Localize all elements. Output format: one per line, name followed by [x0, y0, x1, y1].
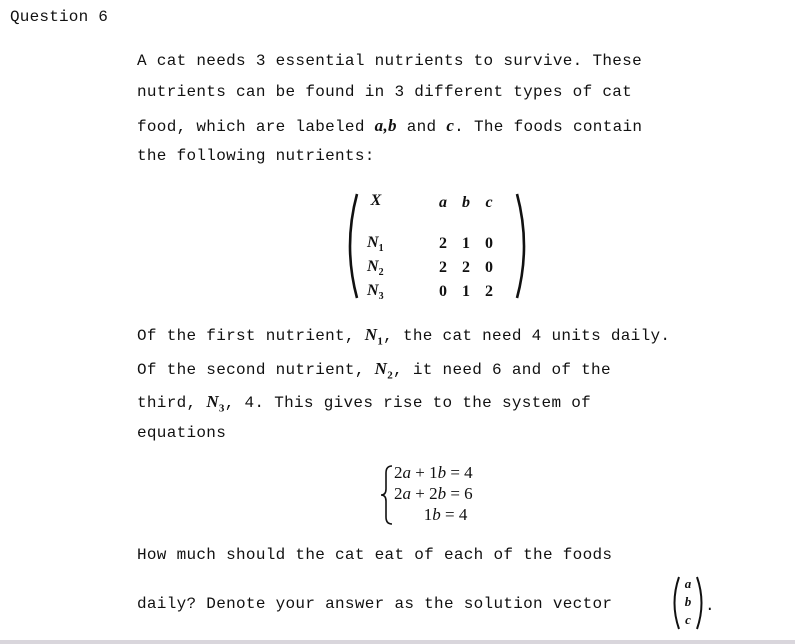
matrix-cell: 2	[439, 235, 447, 252]
matrix-cell: 0	[485, 259, 493, 276]
vector-entry-c: c	[685, 612, 691, 627]
closing-line-1: How much should the cat eat of each of the foods	[137, 546, 613, 564]
middle-line-4: equations	[137, 424, 227, 442]
closing-line-2: daily? Denote your answer as the solution vector	[137, 595, 613, 613]
matrix-col-b: b	[462, 194, 470, 211]
matrix-cell: 2	[485, 283, 493, 300]
matrix-col-c: c	[485, 194, 493, 211]
page-bottom-border	[0, 640, 795, 644]
equation-3: 1b = 4	[394, 505, 468, 524]
matrix-cell: 1	[462, 283, 470, 300]
matrix-cell: 0	[439, 283, 447, 300]
solution-vector	[671, 575, 705, 631]
middle-line-3: third, $N_3$, 4. This gives rise to the system of	[137, 392, 592, 415]
equation-1: 2a + 1b = 4	[394, 463, 473, 482]
matrix-corner-label: X	[370, 192, 382, 209]
middle-line-1: Of the first nutrient, $N_1$, the cat need 4 units daily.	[137, 325, 671, 348]
matrix-cell: 2	[462, 259, 470, 276]
intro-line-3: food, which are labeled a,b and c. The foods contain	[137, 116, 643, 136]
vector-entry-b: b	[684, 594, 692, 609]
equation-system	[380, 463, 510, 527]
matrix-row-label-n2: $N_2$	[367, 258, 384, 279]
matrix-row-label-n3: $N_3$	[367, 282, 384, 303]
vector-entry-a: a	[684, 576, 692, 591]
question-title: Question 6	[10, 8, 109, 26]
middle-line-2: Of the second nutrient, $N_2$, it need 6 and of the	[137, 359, 611, 382]
matrix-cell: 1	[462, 235, 470, 252]
matrix-col-a: a	[439, 194, 447, 211]
matrix-cell: 2	[439, 259, 447, 276]
matrix-cell: 0	[485, 235, 493, 252]
matrix-row-label-n1: $N_1$	[367, 234, 384, 255]
intro-line-1: A cat needs 3 essential nutrients to survive. These	[137, 52, 642, 70]
closing-period: .	[705, 597, 715, 615]
intro-line-2: nutrients can be found in 3 different types of cat	[137, 83, 633, 101]
equation-2: 2a + 2b = 6	[394, 484, 473, 503]
nutrient-matrix	[345, 190, 530, 302]
intro-line-4: the following nutrients:	[137, 147, 375, 165]
